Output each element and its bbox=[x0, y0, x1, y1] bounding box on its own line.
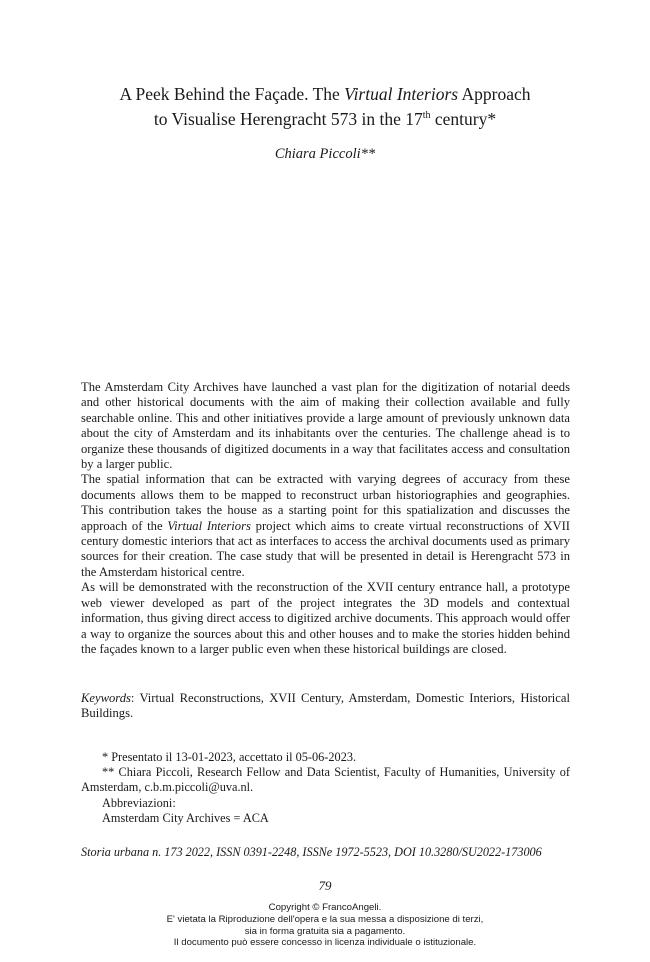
abstract-paragraph bbox=[81, 472, 570, 580]
footnote: * Presentato il 13-01-2023, accettato il 05-06-2023. bbox=[102, 750, 357, 764]
title-line-2 bbox=[60, 105, 590, 130]
title-text: to Visualise Herengracht 573 in the 17 bbox=[153, 108, 423, 129]
copyright-line: Copyright © FrancoAngeli. bbox=[268, 902, 382, 913]
abstract-paragraph: The Amsterdam City Archives have launched a vast plan for the digitization of notarial deeds and other historical documents with the aim of making their collection available and fully searchable online. This and other initiatives provide a large amount of previously unknown data about the city of Amsterdam and its inhabitants over the centuries. The challenge ahead is to organize these thousands of digitized documents in a way that facilitates access and consultation by a larger public. bbox=[81, 380, 570, 472]
keywords bbox=[81, 691, 570, 722]
author-name: Chiara Piccoli** bbox=[274, 146, 376, 162]
footnote: ** Chiara Piccoli, Research Fellow and Data Scientist, Faculty of Humanities, University of Amsterdam, c.b.m.piccoli@uva.nl. bbox=[81, 765, 570, 795]
title-superscript: th bbox=[422, 110, 431, 121]
page-number: 79 bbox=[318, 878, 332, 893]
title-italic-text: Virtual Interiors bbox=[344, 84, 459, 104]
footnote: Abbreviazioni: bbox=[102, 795, 176, 810]
copyright-notice bbox=[0, 902, 650, 949]
keywords-text: : Virtual Reconstructions, XVII Century, Amsterdam, Domestic Interiors, Historical Buildings. bbox=[81, 691, 570, 721]
article-title bbox=[60, 84, 590, 130]
journal-citation: Storia urbana n. 173 2022, ISSN 0391-2248, ISSNe 1972-5523, DOI 10.3280/SU2022-173006 bbox=[81, 845, 542, 859]
copyright-line: sia in forma gratuita sia a pagamento. bbox=[244, 925, 406, 937]
footnotes bbox=[81, 750, 570, 826]
title-line-1 bbox=[60, 84, 590, 105]
footnote: Amsterdam City Archives = ACA bbox=[102, 810, 269, 825]
abstract bbox=[81, 380, 570, 657]
title-text: Approach bbox=[458, 84, 531, 104]
abstract-text: project which aims to create virtual reconstructions of XVII century domestic interiors that act as interfaces to access the archival documents used as primary sources for their creation. The case study that will be presented in detail is Herengracht 573 in the Amsterdam historical centre. bbox=[81, 518, 570, 579]
abstract-paragraph: As will be demonstrated with the reconstruction of the XVII century entrance hall, a prototype web viewer developed as part of the project integrates the 3D models and contextual information, thus giving direct access to digitized archive documents. This approach would offer a way to organize the sources about this and other houses and to make the stories hidden behind the façades known to a larger public even when these historical buildings are closed. bbox=[81, 580, 570, 656]
title-text: A Peek Behind the Façade. The bbox=[119, 84, 345, 104]
abstract-italic-text: Virtual Interiors bbox=[167, 518, 251, 533]
copyright-line: E' vietata la Riproduzione dell'opera e la sua messa a disposizione di terzi, bbox=[166, 913, 484, 925]
title-text: century* bbox=[430, 108, 497, 129]
keywords-label: Keywords bbox=[81, 691, 131, 705]
copyright-line: Il documento può essere concesso in licenza individuale o istituzionale. bbox=[173, 937, 477, 949]
abstract-text: The spatial information that can be extracted with varying degrees of accuracy from these documents allows them to be mapped to reconstruct urban historiographies and geographies. This contribution takes the house as a starting point for this spatialization and discusses the approach of the bbox=[81, 472, 570, 533]
